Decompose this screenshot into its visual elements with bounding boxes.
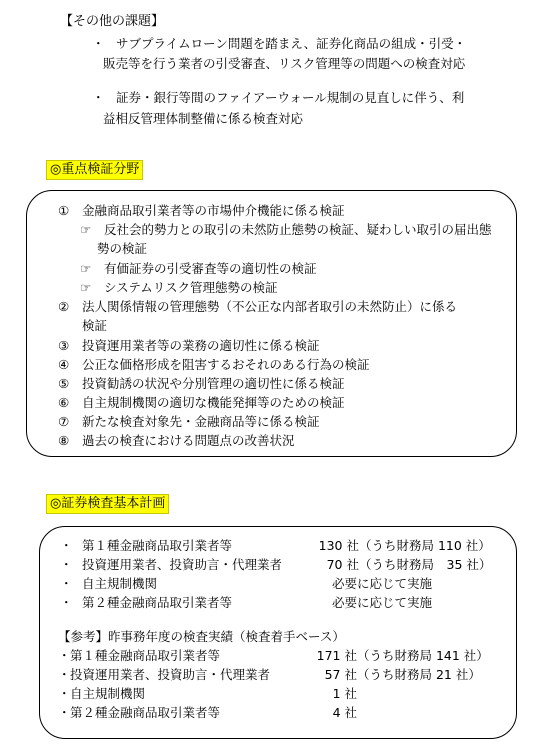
item-number: ② [58, 299, 70, 314]
reference-row [58, 703, 357, 721]
focus-item-4 [58, 355, 370, 373]
item-text: 法人関係情報の管理態勢（不公正な内部者取引の未然防止）に係る [82, 299, 458, 314]
inspection-plan-heading: ◎証券検査基本計画 [46, 494, 169, 514]
bullet: ・ [58, 648, 71, 663]
reference-title: 【参考】昨事務年度の検査実績（検査着手ベース） [58, 629, 345, 644]
item-text: 公正な価格形成を阻害するおそれのある行為の検証 [82, 357, 370, 372]
focus-item-2-line2: 検証 [82, 318, 108, 333]
plan-label: 第２種金融商品取引業者等 [82, 595, 233, 610]
plan-label: 投資運用業者、投資助言・代理業者 [82, 557, 283, 572]
bullet: ・ [58, 667, 71, 682]
plan-count: 70 社 [326, 557, 359, 572]
reference-row [58, 684, 357, 702]
focus-item-6 [58, 393, 345, 411]
sub-item-1 [80, 220, 492, 238]
pointing-hand-icon: ☞ [80, 280, 92, 295]
bullet: ・ [60, 538, 73, 553]
issue-1-line2: 販売等を行う業者の引受審査、リスク管理等の問題への検査対応 [103, 56, 466, 71]
reference-count: 4 社 [332, 705, 357, 720]
plan-note: （うち財務局 35 社） [359, 557, 492, 572]
reference-row [58, 646, 489, 664]
item-number: ⑧ [58, 433, 70, 448]
reference-label: 投資運用業者、投資助言・代理業者 [70, 667, 271, 682]
sub-item-text: 有価証券の引受審査等の適切性の検証 [104, 261, 317, 276]
focus-item-3 [58, 336, 320, 354]
bullet: ・ [60, 576, 73, 591]
reference-row [58, 665, 481, 683]
focus-item-8 [58, 431, 295, 449]
issue-1-line1: サブプライムローン問題を踏まえ、証券化商品の組成・引受・ [116, 36, 467, 51]
plan-row [60, 555, 491, 573]
plan-note: （うち財務局 110 社） [359, 538, 491, 553]
focus-item-2 [58, 297, 457, 315]
plan-row [60, 593, 432, 611]
bullet: ・ [92, 36, 105, 51]
item-number: ⑦ [58, 414, 70, 429]
bullet: ・ [58, 705, 71, 720]
sub-item-1-line2: 勢の検証 [97, 241, 148, 256]
pointing-hand-icon: ☞ [80, 261, 92, 276]
item-text: 自主規制機関の適切な機能発揮等のための検証 [82, 395, 345, 410]
pointing-hand-icon: ☞ [80, 222, 92, 237]
sub-item-text: 反社会的勢力との取引の未然防止態勢の検証、疑わしい取引の届出態 [104, 222, 492, 237]
sub-item-3 [80, 278, 278, 296]
item-text: 投資運用業者等の業務の適切性に係る検証 [82, 338, 320, 353]
item-number: ① [58, 203, 70, 218]
other-issues-heading: 【その他の課題】 [60, 14, 165, 29]
item-number: ⑤ [58, 376, 70, 391]
focus-areas-heading: ◎重点検証分野 [46, 160, 143, 180]
reference-label: 第１種金融商品取引業者等 [70, 648, 221, 663]
item-number: ④ [58, 357, 70, 372]
focus-item-1 [58, 201, 345, 219]
item-text: 新たな検査対象先・金融商品等に係る検証 [82, 414, 320, 429]
plan-label: 第１種金融商品取引業者等 [82, 538, 233, 553]
bullet: ・ [60, 557, 73, 572]
plan-row [60, 574, 432, 592]
reference-label: 第２種金融商品取引業者等 [70, 705, 221, 720]
item-text: 投資勧誘の状況や分別管理の適切性に係る検証 [82, 376, 345, 391]
plan-count: 必要に応じて実施 [332, 576, 433, 591]
reference-count: 171 社 [316, 648, 357, 663]
plan-label: 自主規制機関 [82, 576, 158, 591]
reference-note: （うち財務局 141 社） [357, 648, 489, 663]
reference-count: 1 社 [332, 686, 357, 701]
focus-item-5 [58, 374, 345, 392]
item-number: ③ [58, 338, 70, 353]
item-text: 金融商品取引業者等の市場仲介機能に係る検証 [82, 203, 345, 218]
item-number: ⑥ [58, 395, 70, 410]
item-text: 過去の検査における問題点の改善状況 [82, 433, 295, 448]
issue-2-line2: 益相反管理体制整備に係る検査対応 [103, 111, 304, 126]
plan-row [60, 536, 491, 554]
reference-count: 57 社 [324, 667, 357, 682]
bullet: ・ [92, 90, 105, 105]
bullet: ・ [60, 595, 73, 610]
sub-item-2 [80, 259, 317, 277]
sub-item-text: システムリスク管理態勢の検証 [104, 280, 278, 295]
reference-note: （うち財務局 21 社） [357, 667, 481, 682]
focus-item-7 [58, 412, 320, 430]
plan-count: 130 社 [318, 538, 359, 553]
plan-count: 必要に応じて実施 [332, 595, 433, 610]
issue-2-line1: 証券・銀行等間のファイアーウォール規制の見直しに伴う、利 [116, 90, 465, 105]
reference-label: 自主規制機関 [70, 686, 146, 701]
bullet: ・ [58, 686, 71, 701]
